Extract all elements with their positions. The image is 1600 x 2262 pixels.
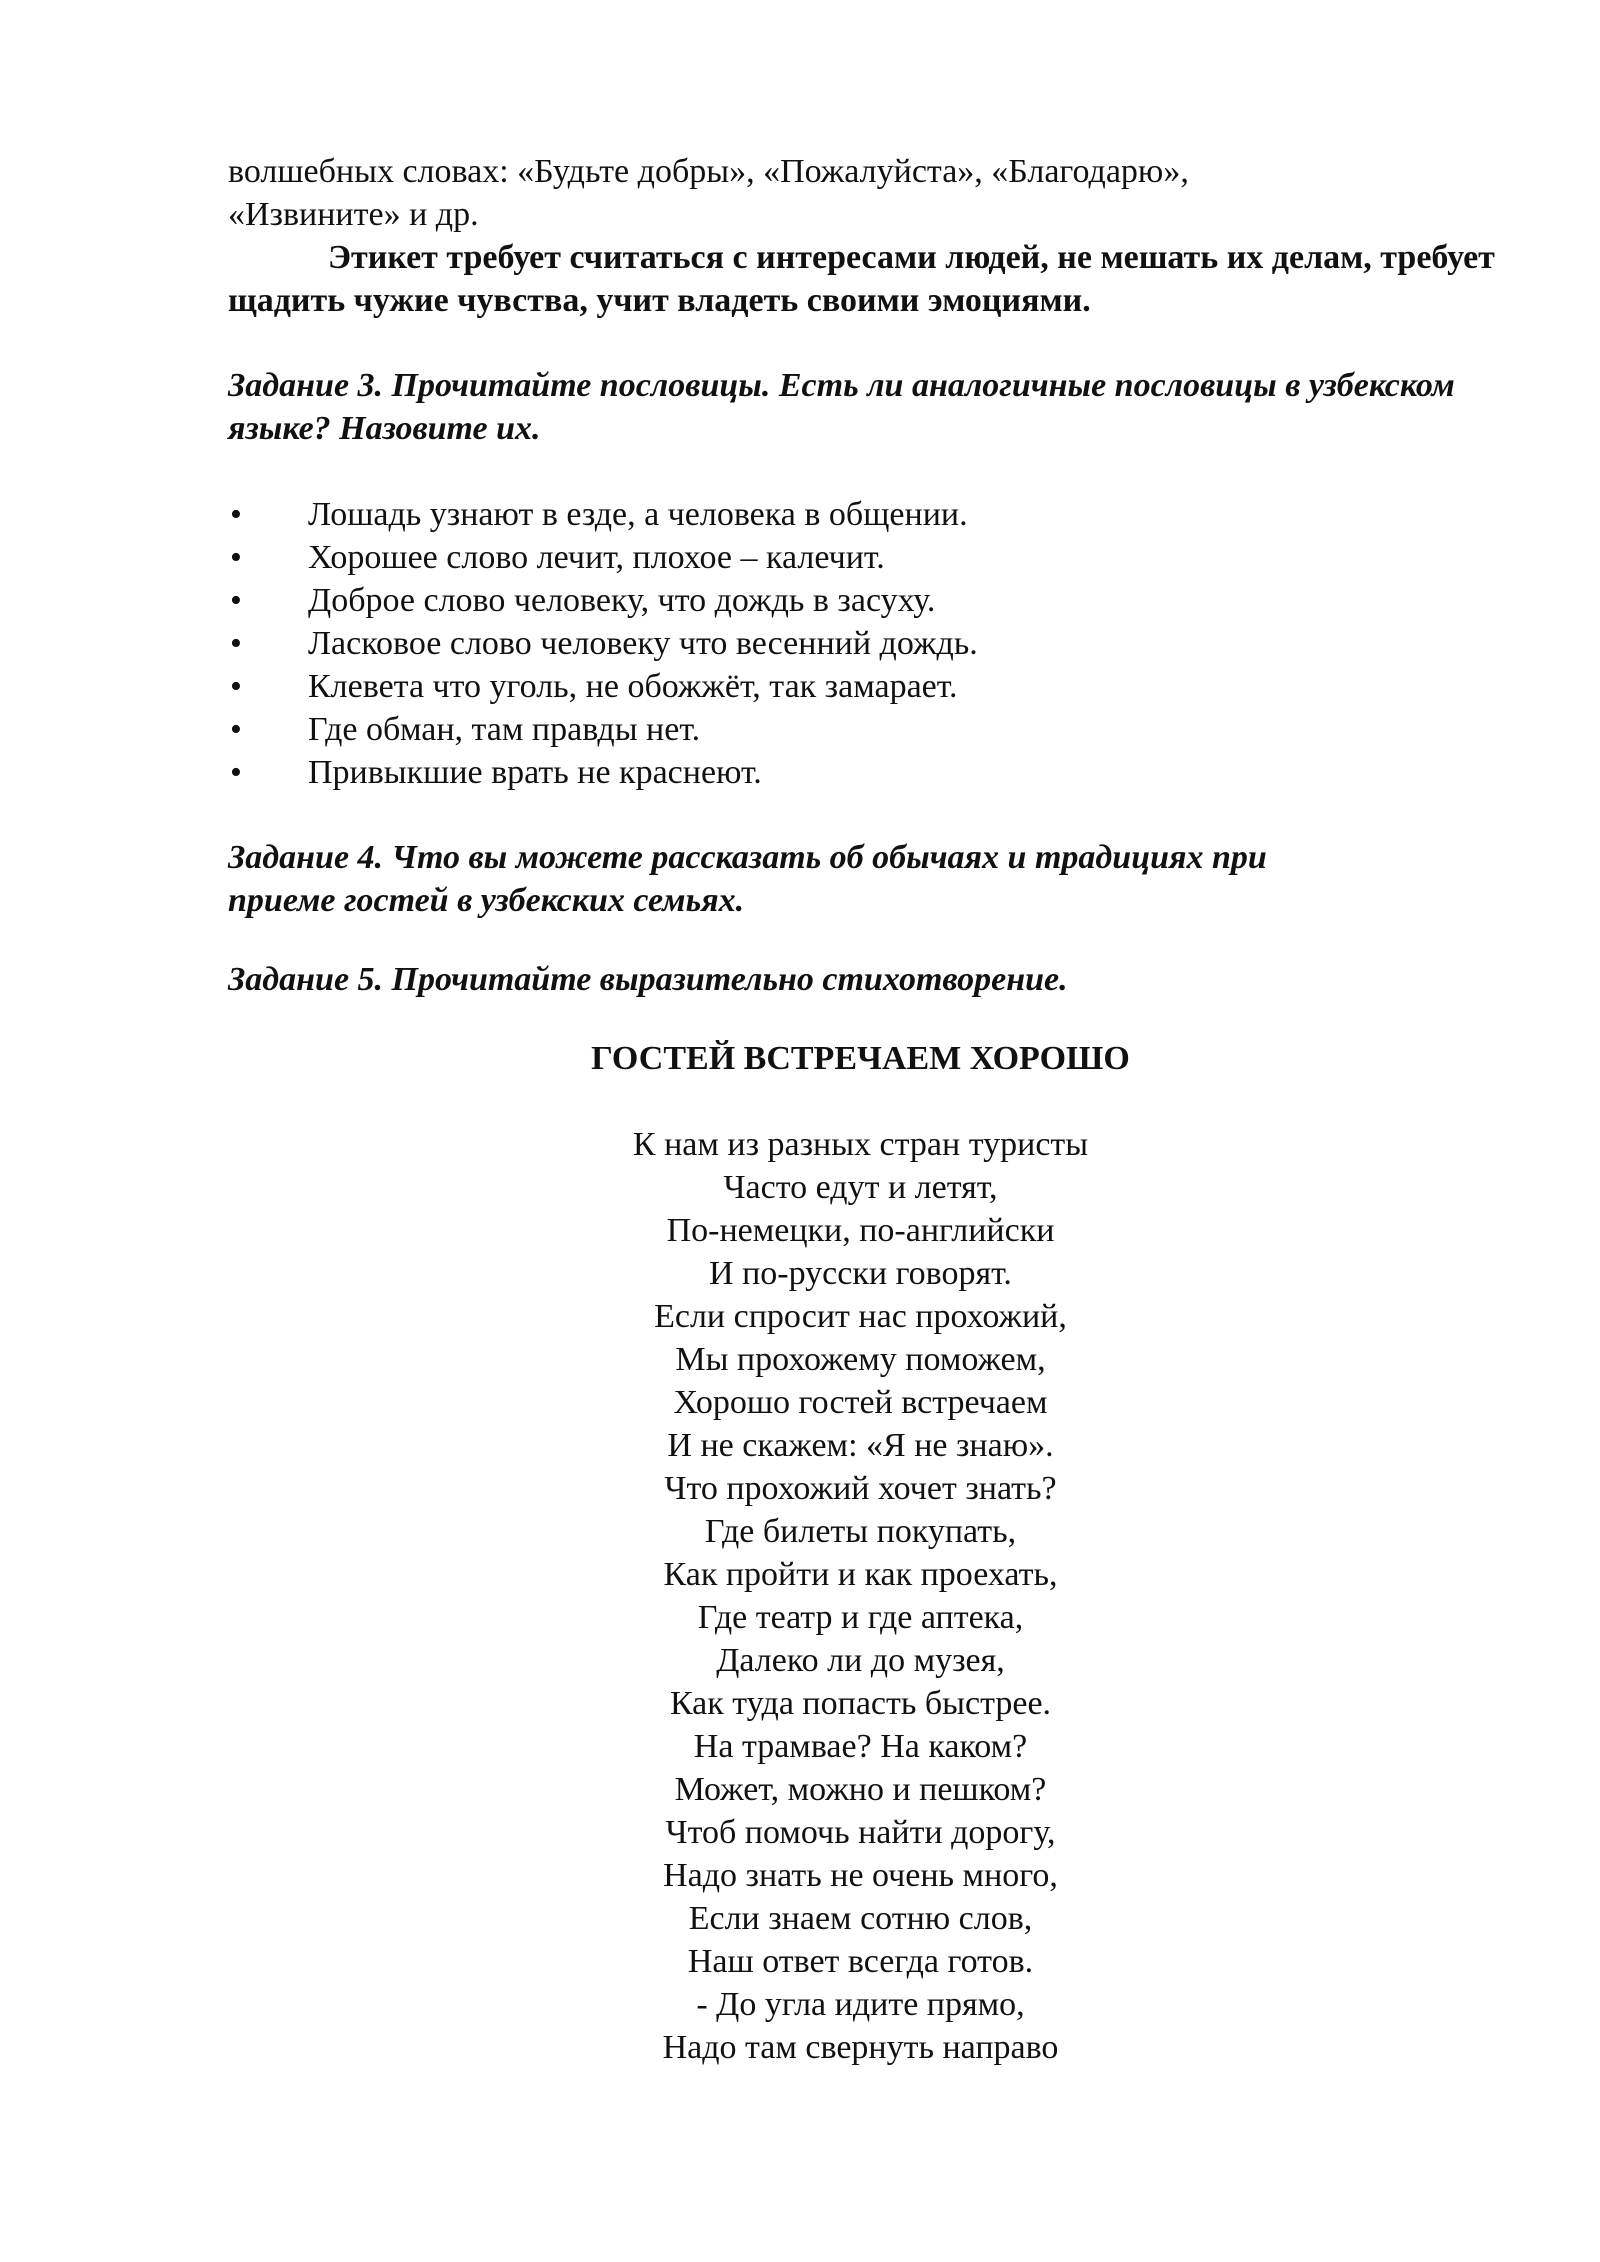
- proverb-item: [228, 536, 1518, 579]
- bullet-icon: •: [230, 625, 242, 662]
- poem-line: Как туда попасть быстрее.: [669, 1685, 1052, 1722]
- proverb-text: Привыкшие врать не краснеют.: [308, 754, 762, 791]
- bullet-icon: •: [230, 496, 242, 533]
- poem-line: Хорошо гостей встречаем: [673, 1384, 1048, 1421]
- proverb-item: [228, 622, 1518, 665]
- poem-line: Надо там свернуть направо: [662, 2029, 1059, 2066]
- intro-line-1: волшебных словах: «Будьте добры», «Пожалуйста», «Благодарю»,: [228, 153, 1189, 190]
- task-4-heading: Задание 4. Что вы можете рассказать об обычаях и традициях при приеме гостей в узбекских семьях.: [228, 839, 1267, 919]
- poem-line: Может, можно и пешком?: [674, 1771, 1047, 1808]
- bullet-icon: •: [230, 711, 242, 748]
- poem-line: По-немецки, по-английски: [666, 1212, 1055, 1249]
- proverb-item: [228, 708, 1518, 751]
- proverb-item: [228, 493, 1518, 536]
- proverb-item: [228, 665, 1518, 708]
- task-3-heading: Задание 3. Прочитайте пословицы. Есть ли аналогичные пословицы в узбекском языке? Назовите их.: [228, 367, 1455, 447]
- poem-line: На трамвае? На каком?: [693, 1728, 1028, 1765]
- proverb-item: [228, 579, 1518, 622]
- bullet-icon: •: [230, 582, 242, 619]
- proverb-item: [228, 751, 1518, 794]
- poem-line: К нам из разных стран туристы: [632, 1126, 1089, 1163]
- bullet-icon: •: [230, 539, 242, 576]
- poem-line: Далеко ли до музея,: [716, 1642, 1005, 1679]
- poem-line: И по-русски говорят.: [709, 1255, 1012, 1292]
- proverb-text: Хорошее слово лечит, плохое – калечит.: [308, 539, 885, 576]
- poem-line: Где театр и где аптека,: [697, 1599, 1024, 1636]
- task-5-heading: Задание 5. Прочитайте выразительно стихотворение.: [228, 961, 1068, 998]
- poem-line: Если знаем сотню слов,: [688, 1900, 1033, 1937]
- poem-line: Наш ответ всегда готов.: [687, 1943, 1034, 1980]
- poem-line: И не скажем: «Я не знаю».: [667, 1427, 1054, 1464]
- etiquette-paragraph: Этикет требует считаться с интересами людей, не мешать их делам, требует щадить чужие чувства, учит владеть своими эмоциями.: [228, 239, 1495, 319]
- poem-line: - До угла идите прямо,: [696, 1986, 1025, 2023]
- proverb-text: Где обман, там правды нет.: [308, 711, 701, 748]
- proverb-text: Ласковое слово человеку что весенний дождь.: [308, 625, 978, 662]
- poem-line: Мы прохожему поможем,: [675, 1341, 1046, 1378]
- poem-stanza: [228, 1123, 1493, 2069]
- poem-title: ГОСТЕЙ ВСТРЕЧАЕМ ХОРОШО: [591, 1040, 1130, 1077]
- poem-line: Часто едут и летят,: [723, 1169, 998, 1206]
- page-content: [228, 150, 1518, 2069]
- proverb-text: Клевета что уголь, не обожжёт, так замарает.: [308, 668, 958, 705]
- poem-line: Надо знать не очень много,: [663, 1857, 1058, 1894]
- bullet-icon: •: [230, 754, 242, 791]
- poem-line: Чтоб помочь найти дорогу,: [665, 1814, 1056, 1851]
- proverb-text: Доброе слово человеку, что дождь в засуху.: [308, 582, 936, 619]
- poem-line: Как пройти и как проехать,: [663, 1556, 1058, 1593]
- poem-line: Если спросит нас прохожий,: [654, 1298, 1067, 1335]
- intro-line-2: «Извините» и др.: [228, 196, 479, 233]
- bullet-icon: •: [230, 668, 242, 705]
- proverb-list: [228, 493, 1518, 794]
- poem-line: Что прохожий хочет знать?: [664, 1470, 1057, 1507]
- poem-line: Где билеты покупать,: [704, 1513, 1017, 1550]
- proverb-text: Лошадь узнают в езде, а человека в общении.: [308, 496, 968, 533]
